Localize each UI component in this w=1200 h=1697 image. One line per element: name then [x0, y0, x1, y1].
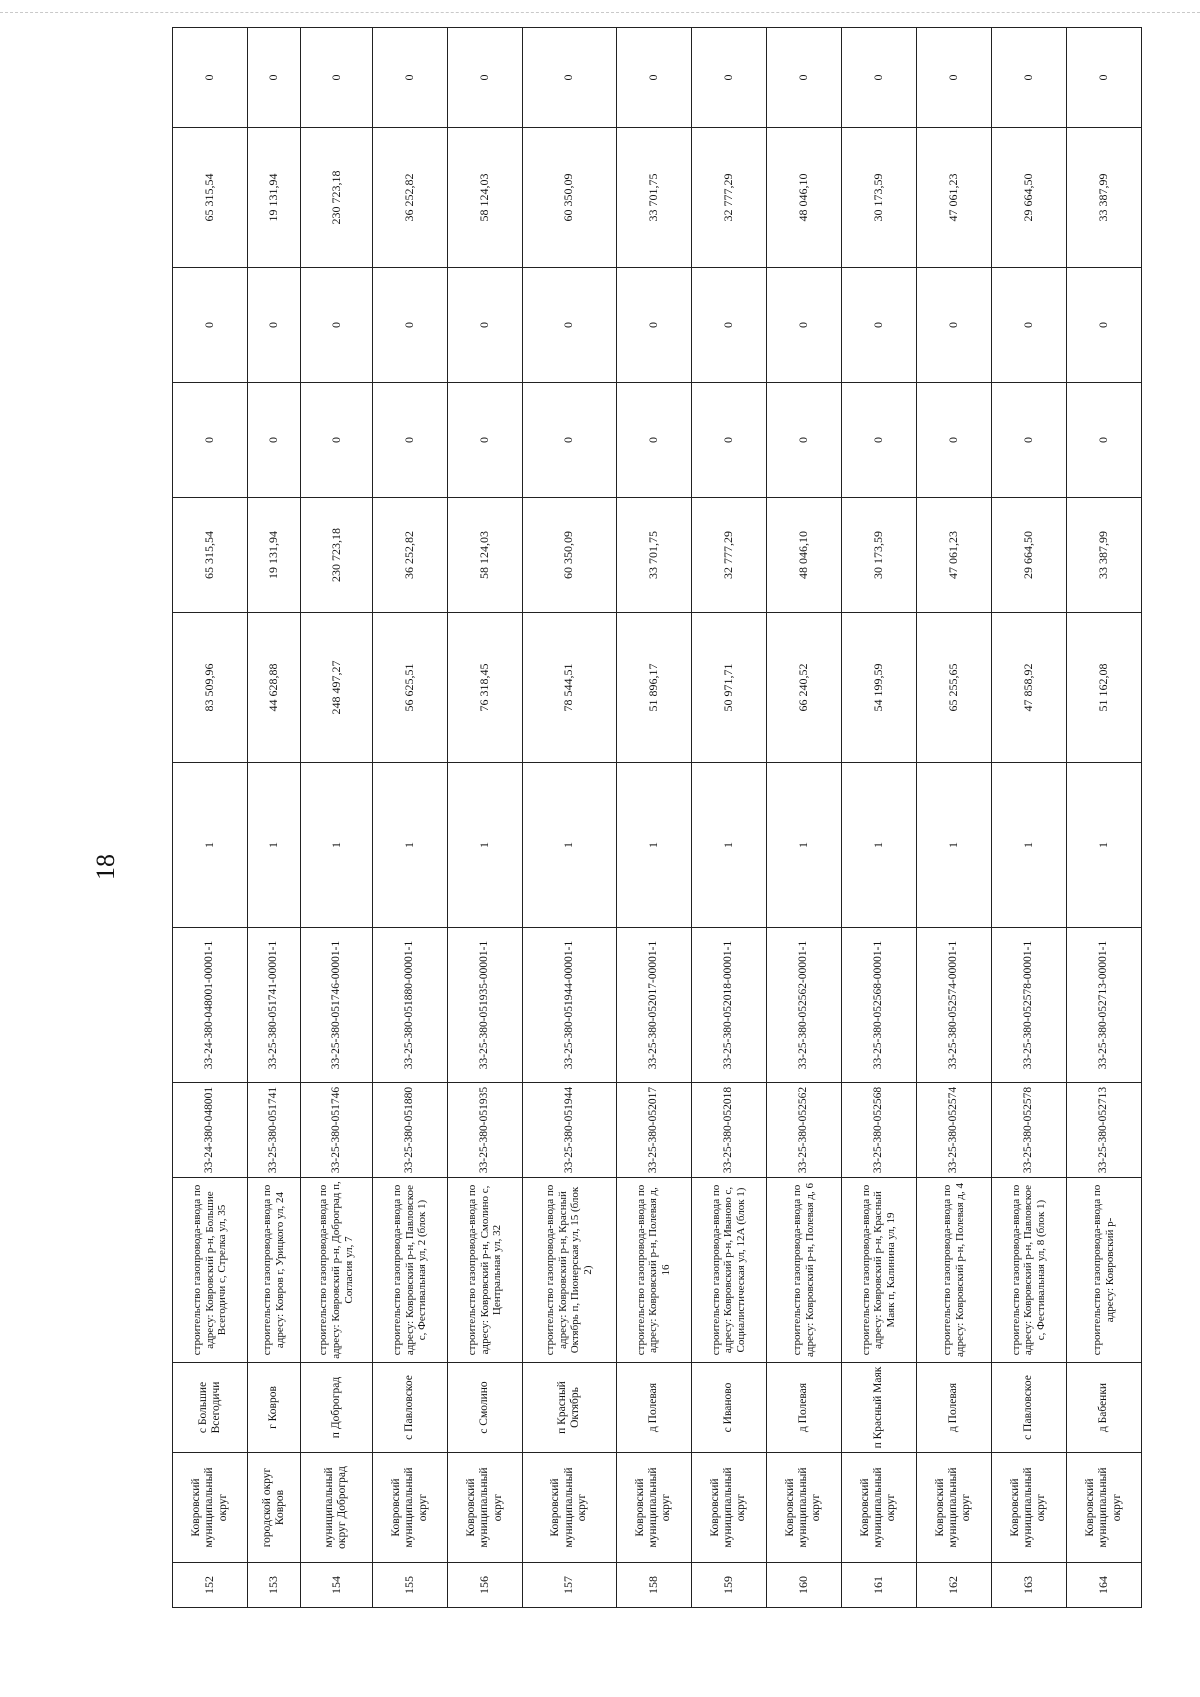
value-1-cell: 83 509,96 [173, 613, 248, 763]
municipality-cell: Ковровский муниципальный округ [523, 1453, 616, 1563]
value-5-cell: 48 046,10 [766, 128, 841, 268]
municipality-cell: муниципальный округ Доброград [300, 1453, 372, 1563]
municipality-cell: Ковровский муниципальный округ [916, 1453, 991, 1563]
row-number-cell: 162 [916, 1563, 991, 1608]
value-4-cell: 0 [1066, 268, 1141, 383]
table-row [448, 28, 523, 1608]
value-2-cell: 30 173,59 [841, 498, 916, 613]
municipality-cell: Ковровский муниципальный округ [991, 1453, 1066, 1563]
object-id-cell: 33-25-380-051944-00001-1 [523, 928, 616, 1083]
object-description-cell: строительство газопровода-ввода по адресу: Ковров г, Урицкого ул, 24 [248, 1178, 301, 1363]
value-3-cell: 0 [1066, 383, 1141, 498]
value-6-cell: 0 [916, 28, 991, 128]
quantity-cell: 1 [616, 763, 691, 928]
object-id-cell: 33-25-380-052018-00001-1 [691, 928, 766, 1083]
row-number-cell: 164 [1066, 1563, 1141, 1608]
table-row [991, 28, 1066, 1608]
table-row [691, 28, 766, 1608]
value-6-cell: 0 [991, 28, 1066, 128]
value-3-cell: 0 [691, 383, 766, 498]
table-row [173, 28, 248, 1608]
value-2-cell: 58 124,03 [448, 498, 523, 613]
object-id-cell: 33-25-380-052574-00001-1 [916, 928, 991, 1083]
value-1-cell: 65 255,65 [916, 613, 991, 763]
quantity-cell: 1 [300, 763, 372, 928]
value-4-cell: 0 [448, 268, 523, 383]
municipality-cell: Ковровский муниципальный округ [766, 1453, 841, 1563]
page-number: 18 [91, 854, 120, 880]
value-3-cell: 0 [766, 383, 841, 498]
row-number-cell: 163 [991, 1563, 1066, 1608]
row-number-cell: 157 [523, 1563, 616, 1608]
object-id-cell: 33-25-380-052568-00001-1 [841, 928, 916, 1083]
settlement-cell: п Доброград [300, 1363, 372, 1453]
value-2-cell: 65 315,54 [173, 498, 248, 613]
object-code-cell: 33-25-380-051935 [448, 1083, 523, 1178]
settlement-cell: д Бабенки [1066, 1363, 1141, 1453]
value-1-cell: 66 240,52 [766, 613, 841, 763]
object-description-cell: строительство газопровода-ввода по адресу: Ковровский р-н, Павловское с, Фестивальная ул, 2 (блок 1) [373, 1178, 448, 1363]
object-id-cell: 33-25-380-052713-00001-1 [1066, 928, 1141, 1083]
table-row [766, 28, 841, 1608]
value-3-cell: 0 [616, 383, 691, 498]
value-5-cell: 30 173,59 [841, 128, 916, 268]
value-1-cell: 47 858,92 [991, 613, 1066, 763]
object-code-cell: 33-25-380-052568 [841, 1083, 916, 1178]
value-4-cell: 0 [691, 268, 766, 383]
value-2-cell: 33 387,99 [1066, 498, 1141, 613]
settlement-cell: г Ковров [248, 1363, 301, 1453]
value-3-cell: 0 [523, 383, 616, 498]
municipality-cell: Ковровский муниципальный округ [448, 1453, 523, 1563]
object-code-cell: 33-24-380-048001 [173, 1083, 248, 1178]
value-4-cell: 0 [916, 268, 991, 383]
value-6-cell: 0 [766, 28, 841, 128]
object-code-cell: 33-25-380-052017 [616, 1083, 691, 1178]
value-5-cell: 58 124,03 [448, 128, 523, 268]
municipality-cell: Ковровский муниципальный округ [616, 1453, 691, 1563]
value-1-cell: 54 199,59 [841, 613, 916, 763]
value-1-cell: 44 628,88 [248, 613, 301, 763]
object-description-cell: строительство газопровода-ввода по адресу: Ковровский р-н, Красный Маяк п, Калинина ул, 19 [841, 1178, 916, 1363]
table-row [916, 28, 991, 1608]
table-row [616, 28, 691, 1608]
table-row [841, 28, 916, 1608]
object-description-cell: строительство газопровода-ввода по адресу: Ковровский р-н, Полевая д, 6 [766, 1178, 841, 1363]
value-6-cell: 0 [691, 28, 766, 128]
object-code-cell: 33-25-380-051944 [523, 1083, 616, 1178]
object-code-cell: 33-25-380-052018 [691, 1083, 766, 1178]
municipality-cell: Ковровский муниципальный округ [373, 1453, 448, 1563]
settlement-cell: д Полевая [916, 1363, 991, 1453]
value-1-cell: 50 971,71 [691, 613, 766, 763]
value-1-cell: 78 544,51 [523, 613, 616, 763]
row-number-cell: 159 [691, 1563, 766, 1608]
quantity-cell: 1 [916, 763, 991, 928]
value-4-cell: 0 [373, 268, 448, 383]
value-2-cell: 32 777,29 [691, 498, 766, 613]
value-4-cell: 0 [766, 268, 841, 383]
value-3-cell: 0 [173, 383, 248, 498]
value-4-cell: 0 [616, 268, 691, 383]
scan-edge-line [0, 12, 1200, 13]
object-description-cell: строительство газопровода-ввода по адресу: Ковровский р-н, Павловское с, Фестивальная ул, 8 (блок 1) [991, 1178, 1066, 1363]
value-4-cell: 0 [991, 268, 1066, 383]
object-id-cell: 33-25-380-052017-00001-1 [616, 928, 691, 1083]
value-5-cell: 36 252,82 [373, 128, 448, 268]
object-description-cell: строительство газопровода-ввода по адресу: Ковровский р-н, Большие Всегодичи с, Стрелка ул, 35 [173, 1178, 248, 1363]
object-id-cell: 33-25-380-052562-00001-1 [766, 928, 841, 1083]
value-4-cell: 0 [300, 268, 372, 383]
settlement-cell: с Смолино [448, 1363, 523, 1453]
value-2-cell: 60 350,09 [523, 498, 616, 613]
object-description-cell: строительство газопровода-ввода по адресу: Ковровский р-н, Смолино с, Центральная ул, 32 [448, 1178, 523, 1363]
row-number-cell: 158 [616, 1563, 691, 1608]
row-number-cell: 160 [766, 1563, 841, 1608]
value-6-cell: 0 [248, 28, 301, 128]
settlement-cell: с Иваново [691, 1363, 766, 1453]
object-id-cell: 33-25-380-051741-00001-1 [248, 928, 301, 1083]
object-description-cell: строительство газопровода-ввода по адресу: Ковровский р-н, Иваново с, Социалистическая ул, 12А (блок 1) [691, 1178, 766, 1363]
object-description-cell: строительство газопровода-ввода по адресу: Ковровский р-н, Красный Октябрь п, Пионерская ул, 15 (блок 2) [523, 1178, 616, 1363]
table-row [523, 28, 616, 1608]
quantity-cell: 1 [448, 763, 523, 928]
value-5-cell: 65 315,54 [173, 128, 248, 268]
table-row [1066, 28, 1141, 1608]
object-code-cell: 33-25-380-052562 [766, 1083, 841, 1178]
value-5-cell: 47 061,23 [916, 128, 991, 268]
object-description-cell: строительство газопровода-ввода по адресу: Ковровский р-н, Доброград п, Согласия ул, 7 [300, 1178, 372, 1363]
quantity-cell: 1 [248, 763, 301, 928]
table-row [300, 28, 372, 1608]
value-2-cell: 48 046,10 [766, 498, 841, 613]
value-4-cell: 0 [173, 268, 248, 383]
value-2-cell: 29 664,50 [991, 498, 1066, 613]
value-2-cell: 33 701,75 [616, 498, 691, 613]
value-5-cell: 32 777,29 [691, 128, 766, 268]
settlement-cell: с Павловское [991, 1363, 1066, 1453]
object-description-cell: строительство газопровода-ввода по адресу: Ковровский р- [1066, 1178, 1141, 1363]
value-3-cell: 0 [916, 383, 991, 498]
row-number-cell: 156 [448, 1563, 523, 1608]
value-2-cell: 36 252,82 [373, 498, 448, 613]
table-row [373, 28, 448, 1608]
object-id-cell: 33-25-380-051935-00001-1 [448, 928, 523, 1083]
table-row [248, 28, 301, 1608]
value-4-cell: 0 [841, 268, 916, 383]
value-5-cell: 60 350,09 [523, 128, 616, 268]
quantity-cell: 1 [691, 763, 766, 928]
value-6-cell: 0 [300, 28, 372, 128]
value-1-cell: 248 497,27 [300, 613, 372, 763]
value-1-cell: 51 896,17 [616, 613, 691, 763]
value-1-cell: 76 318,45 [448, 613, 523, 763]
value-6-cell: 0 [841, 28, 916, 128]
row-number-cell: 161 [841, 1563, 916, 1608]
quantity-cell: 1 [766, 763, 841, 928]
value-1-cell: 51 162,08 [1066, 613, 1141, 763]
value-6-cell: 0 [448, 28, 523, 128]
value-3-cell: 0 [373, 383, 448, 498]
value-3-cell: 0 [448, 383, 523, 498]
quantity-cell: 1 [991, 763, 1066, 928]
value-5-cell: 19 131,94 [248, 128, 301, 268]
value-5-cell: 230 723,18 [300, 128, 372, 268]
object-code-cell: 33-25-380-051741 [248, 1083, 301, 1178]
value-1-cell: 56 625,51 [373, 613, 448, 763]
quantity-cell: 1 [173, 763, 248, 928]
object-code-cell: 33-25-380-052713 [1066, 1083, 1141, 1178]
value-6-cell: 0 [616, 28, 691, 128]
value-6-cell: 0 [373, 28, 448, 128]
object-code-cell: 33-25-380-052578 [991, 1083, 1066, 1178]
value-3-cell: 0 [248, 383, 301, 498]
object-id-cell: 33-25-380-051746-00001-1 [300, 928, 372, 1083]
value-6-cell: 0 [523, 28, 616, 128]
row-number-cell: 152 [173, 1563, 248, 1608]
object-code-cell: 33-25-380-052574 [916, 1083, 991, 1178]
municipality-cell: Ковровский муниципальный округ [691, 1453, 766, 1563]
settlement-cell: д Полевая [616, 1363, 691, 1453]
municipality-cell: городской округ Ковров [248, 1453, 301, 1563]
value-6-cell: 0 [1066, 28, 1141, 128]
object-code-cell: 33-25-380-051880 [373, 1083, 448, 1178]
quantity-cell: 1 [841, 763, 916, 928]
object-code-cell: 33-25-380-051746 [300, 1083, 372, 1178]
value-5-cell: 33 387,99 [1066, 128, 1141, 268]
value-4-cell: 0 [523, 268, 616, 383]
municipality-cell: Ковровский муниципальный округ [173, 1453, 248, 1563]
row-number-cell: 153 [248, 1563, 301, 1608]
value-5-cell: 33 701,75 [616, 128, 691, 268]
value-3-cell: 0 [991, 383, 1066, 498]
settlement-cell: п Красный Октябрь [523, 1363, 616, 1453]
row-number-cell: 154 [300, 1563, 372, 1608]
value-2-cell: 230 723,18 [300, 498, 372, 613]
value-2-cell: 47 061,23 [916, 498, 991, 613]
object-id-cell: 33-25-380-051880-00001-1 [373, 928, 448, 1083]
value-5-cell: 29 664,50 [991, 128, 1066, 268]
settlement-cell: д Полевая [766, 1363, 841, 1453]
object-id-cell: 33-25-380-052578-00001-1 [991, 928, 1066, 1083]
value-6-cell: 0 [173, 28, 248, 128]
quantity-cell: 1 [1066, 763, 1141, 928]
settlement-cell: п Красный Маяк [841, 1363, 916, 1453]
data-table [172, 27, 1142, 1608]
value-4-cell: 0 [248, 268, 301, 383]
value-3-cell: 0 [841, 383, 916, 498]
value-2-cell: 19 131,94 [248, 498, 301, 613]
quantity-cell: 1 [523, 763, 616, 928]
municipality-cell: Ковровский муниципальный округ [1066, 1453, 1141, 1563]
object-description-cell: строительство газопровода-ввода по адресу: Ковровский р-н, Полевая д, 4 [916, 1178, 991, 1363]
settlement-cell: с Павловское [373, 1363, 448, 1453]
value-3-cell: 0 [300, 383, 372, 498]
rotated-table-container [172, 74, 1142, 1608]
object-id-cell: 33-24-380-048001-00001-1 [173, 928, 248, 1083]
row-number-cell: 155 [373, 1563, 448, 1608]
quantity-cell: 1 [373, 763, 448, 928]
settlement-cell: с Большие Всегодичи [173, 1363, 248, 1453]
object-description-cell: строительство газопровода-ввода по адресу: Ковровский р-н, Полевая д, 16 [616, 1178, 691, 1363]
municipality-cell: Ковровский муниципальный округ [841, 1453, 916, 1563]
